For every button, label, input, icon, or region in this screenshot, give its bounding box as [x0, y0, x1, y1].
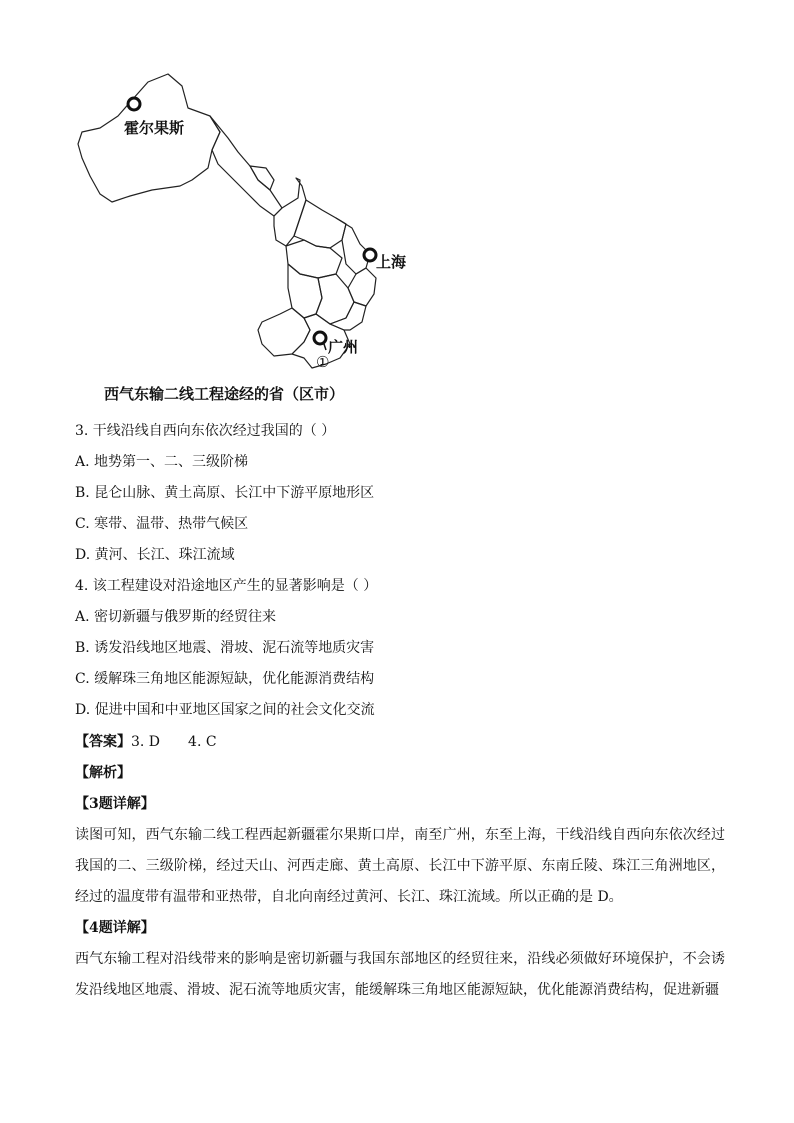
region-xinjiang: [78, 74, 220, 202]
region-jiangsu-anhui: [336, 218, 370, 274]
region-fujian: [330, 302, 366, 330]
question-4-stem: 4. 该工程建设对沿途地区产生的显著影响是（ ）: [75, 578, 378, 594]
map-label-circled-one: ①: [316, 353, 330, 371]
question-4-option-d: D. 促进中国和中亚地区国家之间的社会文化交流: [75, 702, 375, 718]
detail-4-text: 西气东输工程对沿线带来的影响是密切新疆与我国东部地区的经贸往来，沿线必须做好环境保护，不会诱发沿线地区地震、滑坡、泥石流等地质灾害，能缓解珠三角地区能源短缺，优化能源消费结构，促进新疆: [75, 951, 725, 998]
map-caption: 西气东输二线工程途经的省（区市）: [104, 385, 345, 403]
shanghai-marker: [364, 249, 376, 261]
route-map: [60, 68, 420, 398]
detail-3-tag: 【3题详解】: [75, 796, 155, 812]
question-3-option-c: C. 寒带、温带、热带气候区: [75, 516, 249, 532]
region-gansu: [210, 116, 282, 216]
horgos-marker: [128, 98, 140, 110]
question-4-option-b: B. 诱发沿线地区地震、滑坡、泥石流等地质灾害: [75, 640, 375, 656]
map-label-shanghai: 上海: [376, 253, 407, 271]
region-guangxi: [258, 308, 310, 356]
question-4-option-c: C. 缓解珠三角地区能源短缺，优化能源消费结构: [75, 671, 375, 687]
answer-3: 3. D: [131, 734, 161, 750]
question-3-stem: 3. 干线沿线自西向东依次经过我国的（ ）: [75, 423, 336, 439]
answer-4: 4. C: [188, 734, 217, 750]
detail-3-text: 读图可知，西气东输二线工程西起新疆霍尔果斯口岸，南至广州，东至上海，干线沿线自西向东依次经过我国的二、三级阶梯，经过天山、河西走廊、黄土高原、长江中下游平原、东南丘陵、珠江三角洲地区，经过的温度带有温带和亚热带，自北向南经过黄河、长江、珠江流域。所以正确的是 D。: [75, 827, 725, 905]
region-ningxia: [250, 166, 274, 190]
region-zhejiang: [348, 268, 376, 306]
question-4-option-a: A. 密切新疆与俄罗斯的经贸往来: [75, 609, 277, 625]
region-jiangxi: [316, 274, 354, 324]
answer-line: [75, 732, 217, 752]
province-outline-map: [60, 68, 420, 398]
region-shaanxi: [274, 178, 306, 246]
map-label-horgos: 霍尔果斯: [124, 119, 185, 137]
question-3-option-d: D. 黄河、长江、珠江流域: [75, 547, 235, 563]
analysis-tag: 【解析】: [75, 765, 131, 781]
map-label-guangzhou: 广州: [328, 338, 359, 356]
detail-4-tag: 【4题详解】: [75, 920, 155, 936]
answer-tag: 【答案】: [75, 734, 131, 750]
question-3-option-a: A. 地势第一、二、三级阶梯: [75, 454, 249, 470]
question-3-option-b: B. 昆仑山脉、黄土高原、长江中下游平原地形区: [75, 485, 375, 501]
guangzhou-marker: [314, 332, 326, 344]
